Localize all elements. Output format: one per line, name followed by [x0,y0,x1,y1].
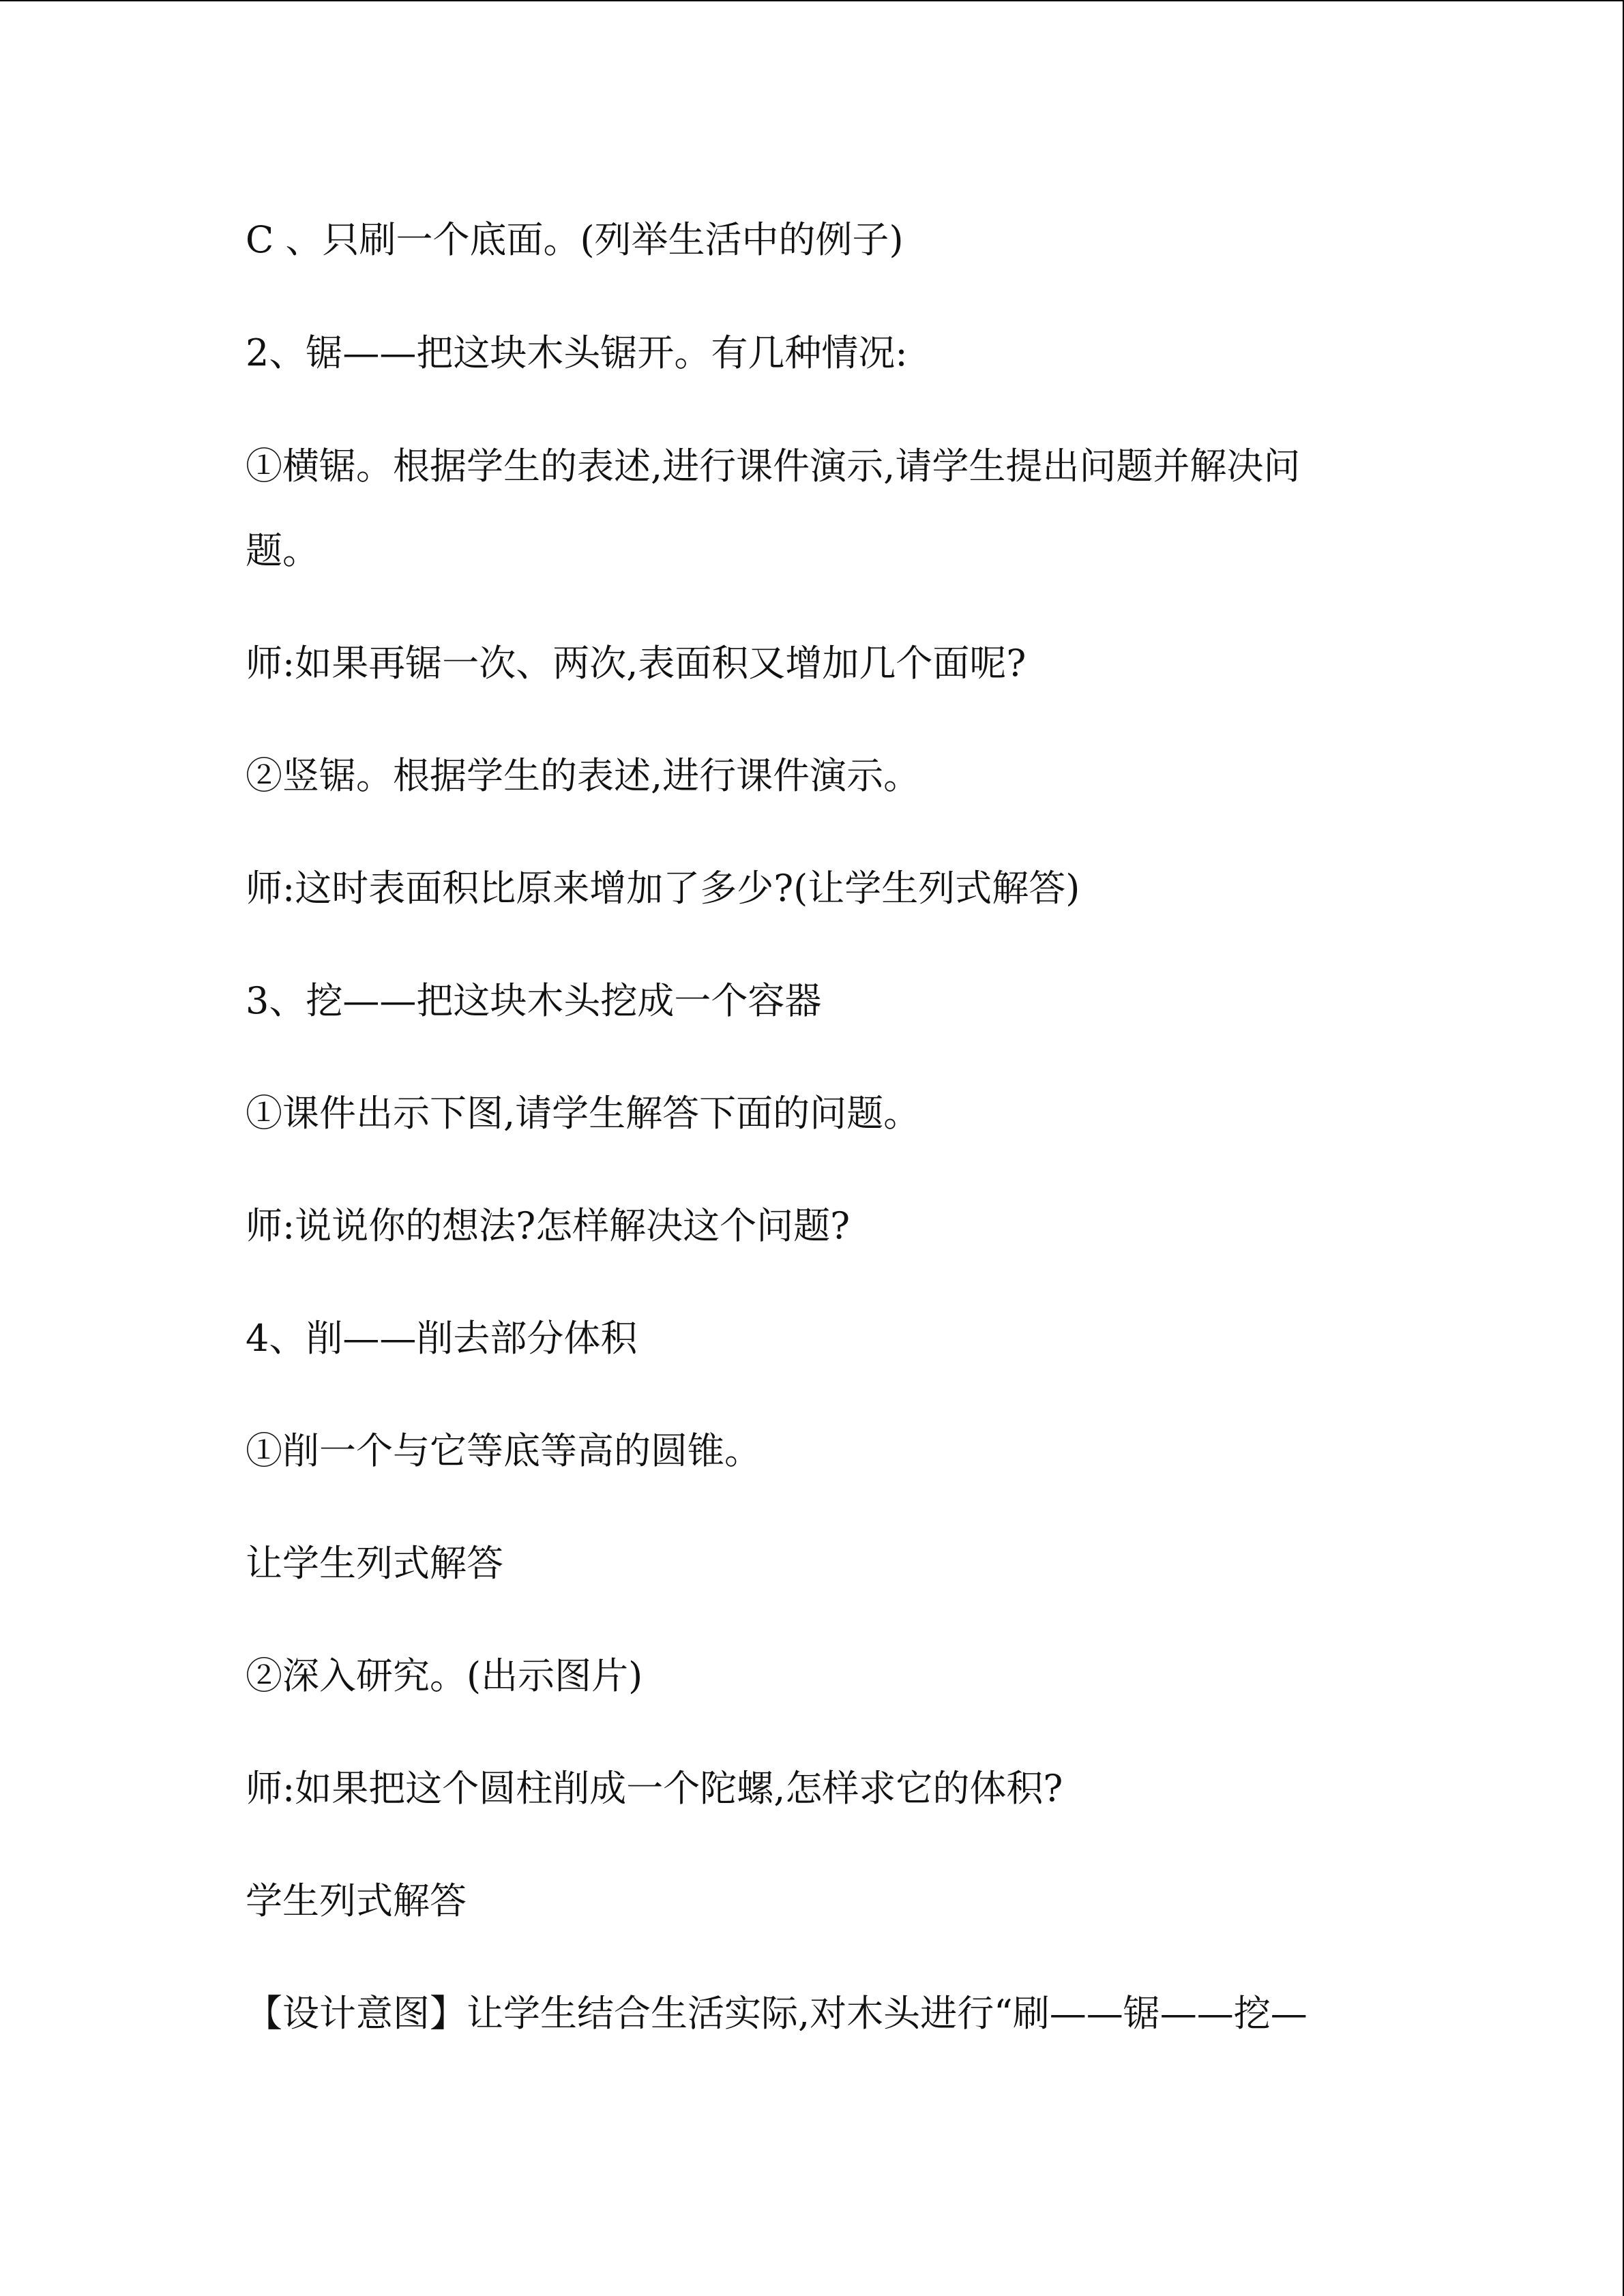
text-line-10: 师:说说你的想法?怎样解决这个问题? [246,1204,851,1247]
text-line-4: 题。 [246,529,319,572]
text-line-6: ②竖锯。根据学生的表述,进行课件演示。 [246,754,921,797]
text-line-12: ①削一个与它等底等高的圆锥。 [246,1429,761,1472]
text-line-14: ②深入研究。(出示图片) [246,1654,643,1697]
text-line-9: ①课件出示下图,请学生解答下面的问题。 [246,1092,921,1135]
text-line-5: 师:如果再锯一次、两次,表面积又增加几个面呢? [246,642,1027,685]
text-line-3: ①横锯。根据学生的表述,进行课件演示,请学生提出问题并解决问 [246,445,1301,488]
text-line-8: 3、挖——把这块木头挖成一个容器 [246,979,822,1022]
text-line-1: C 、只刷一个底面。(列举生活中的例子) [246,218,904,261]
text-line-15: 师:如果把这个圆柱削成一个陀螺,怎样求它的体积? [246,1767,1063,1810]
text-line-11: 4、削——削去部分体积 [246,1317,638,1360]
text-line-16: 学生列式解答 [246,1879,467,1922]
text-line-7: 师:这时表面积比原来增加了多少?(让学生列式解答) [246,867,1080,910]
text-line-13: 让学生列式解答 [246,1542,503,1585]
text-line-2: 2、锯——把这块木头锯开。有几种情况: [246,331,908,374]
text-line-17: 【设计意图】让学生结合生活实际,对木头进行“刷——锯——挖— [246,1992,1308,2035]
